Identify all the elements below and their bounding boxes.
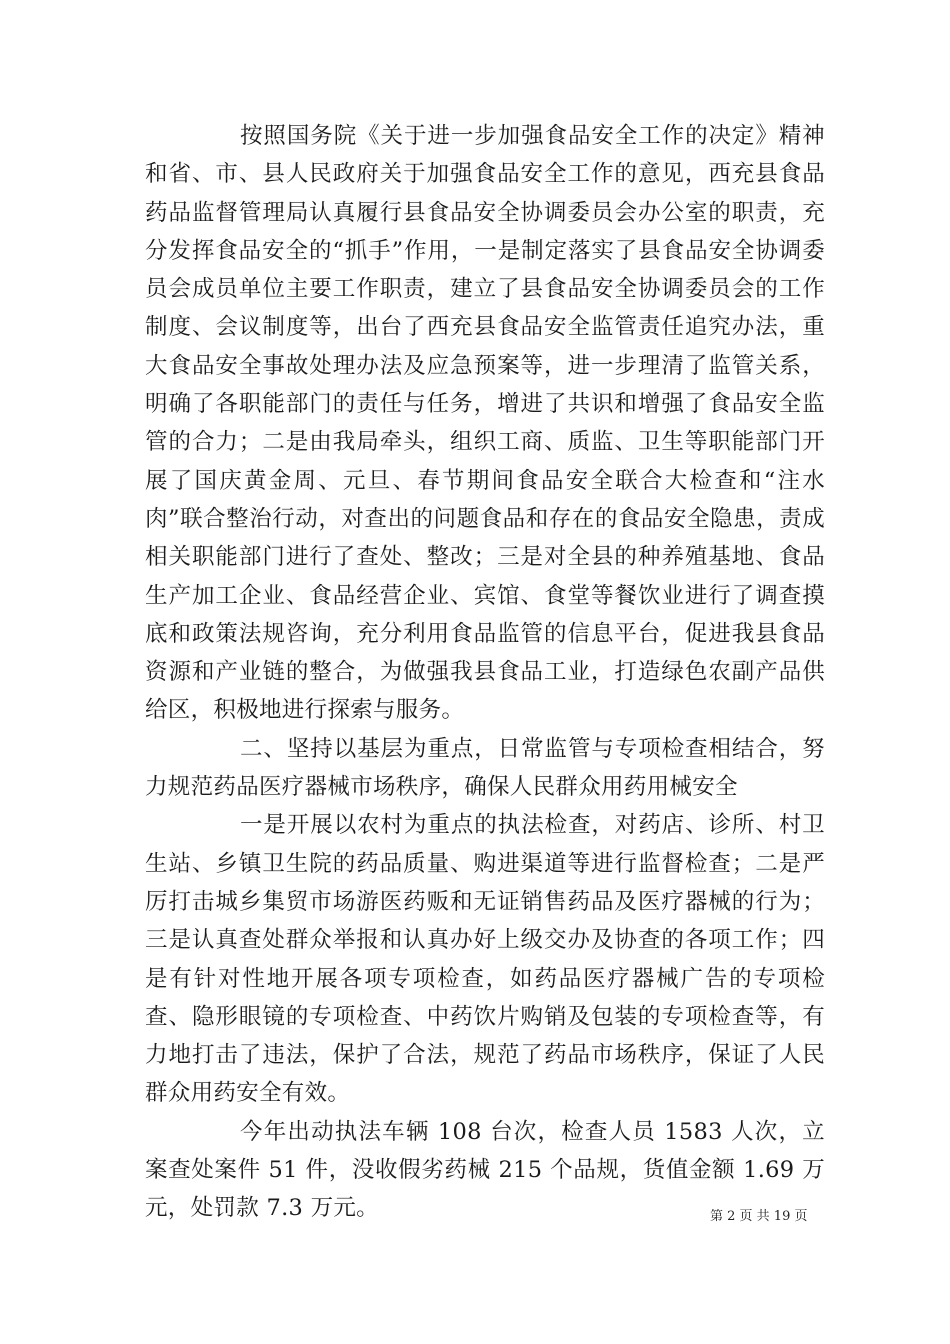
page-number-footer: 第 2 页 共 19 页 [710, 1209, 808, 1224]
paragraph-enforcement-inspections: 一是开展以农村为重点的执法检查，对药店、诊所、村卫生站、乡镇卫生院的药品质量、购进渠道等进行监督检查；二是严厉打击城乡集贸市场游医药贩和无证销售药品及医疗器械的行为；三是认真查处群众举报和认真办好上级交办及协查的各项工作；四是有针对性地开展各项专项检查，如药品医疗器械广告的专项检查、隐形眼镜的专项检查、中药饮片购销及包装的专项检查等，有力地打击了违法，保护了合法，规范了药品市场秩序，保证了人民群众用药安全有效。 [145, 812, 825, 1107]
paragraph-section-two-heading: 二、坚持以基层为重点，日常监管与专项检查相结合，努力规范药品医疗器械市场秩序，确保人民群众用药用械安全 [145, 735, 825, 801]
document-body [145, 117, 825, 1228]
paragraph-annual-statistics: 今年出动执法车辆 108 台次，检查人员 1583 人次，立案查处案件 51 件，没收假劣药械 215 个品规，货值金额 1.69 万元，处罚款 7.3 万元。 [145, 1118, 825, 1222]
paragraph-food-safety-coordination: 按照国务院《关于进一步加强食品安全工作的决定》精神和省、市、县人民政府关于加强食品安全工作的意见，西充县食品药品监督管理局认真履行县食品安全协调委员会办公室的职责，充分发挥食品安全的“抓手”作用，一是制定落实了县食品安全协调委员会成员单位主要工作职责，建立了县食品安全协调委员会的工作制度、会议制度等，出台了西充县食品安全监管责任追究办法，重大食品安全事故处理办法及应急预案等，进一步理清了监管关系，明确了各职能部门的责任与任务，增进了共识和增强了食品安全监管的合力；二是由我局牵头，组织工商、质监、卫生等职能部门开展了国庆黄金周、元旦、春节期间食品安全联合大检查和“注水肉”联合整治行动，对查出的问题食品和存在的食品安全隐患，责成相关职能部门进行了查处、整改；三是对全县的种养殖基地、食品生产加工企业、食品经营企业、宾馆、食堂等餐饮业进行了调查摸底和政策法规咨询，充分利用食品监管的信息平台，促进我县食品资源和产业链的整合，为做强我县食品工业，打造绿色农副产品供给区，积极地进行探索与服务。 [145, 123, 825, 724]
